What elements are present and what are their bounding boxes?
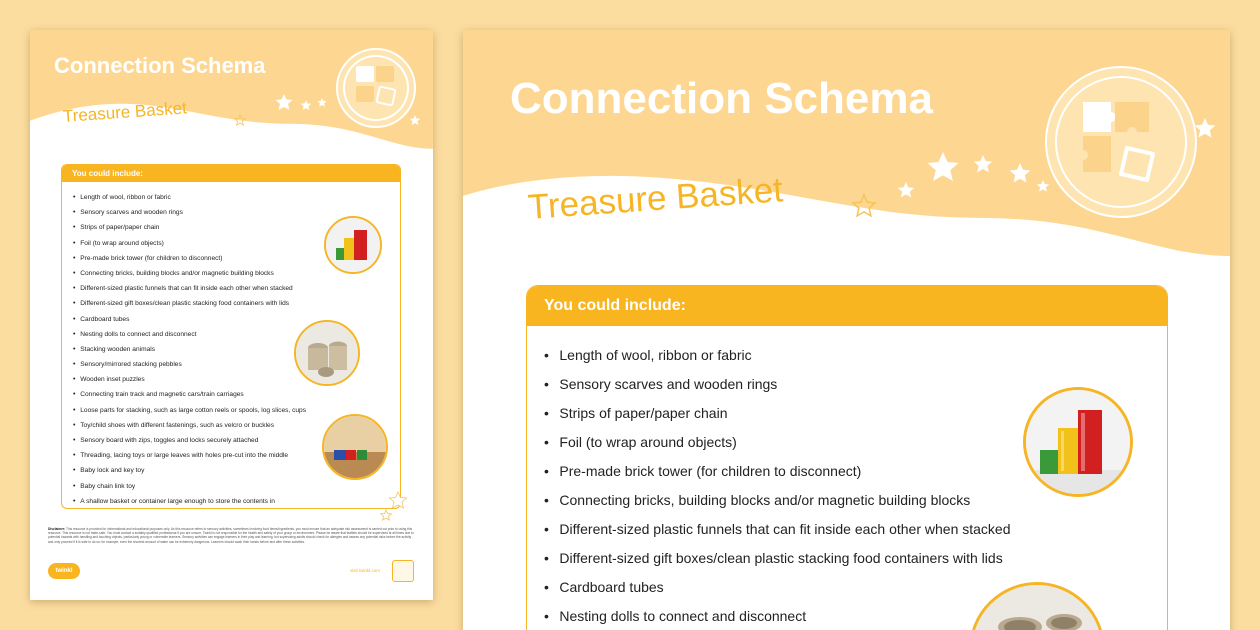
list-item-text: Pre-made brick tower (for children to disconnect): [80, 254, 223, 262]
bullet-icon: •: [544, 492, 549, 508]
page-subtitle: Treasure Basket: [62, 98, 188, 126]
list-item-text: A shallow basket or container large enough to store the contents in: [80, 497, 275, 505]
bullet-icon: •: [73, 224, 76, 232]
site-link[interactable]: visit twinkl.com: [350, 568, 381, 573]
list-item: [73, 312, 400, 327]
bullet-icon: •: [73, 391, 76, 399]
list-item: [544, 341, 1167, 370]
disclaimer: [48, 527, 414, 553]
bullet-icon: •: [73, 300, 76, 308]
stacked-bricks-photo: [1023, 387, 1133, 497]
footer-badge-icon: [392, 560, 414, 582]
list-item: [544, 515, 1167, 544]
list-item-text: Cardboard tubes: [559, 579, 664, 595]
bullet-icon: •: [544, 405, 549, 421]
twinkl-logo: twinkl: [48, 563, 80, 579]
bullet-icon: •: [73, 452, 76, 460]
bullet-icon: •: [544, 579, 549, 595]
bullet-icon: •: [73, 194, 76, 201]
list-item-text: Toy/child shoes with different fastenings, such as velcro or buckles: [80, 421, 275, 429]
list-item: [73, 190, 400, 205]
list-item-text: Connecting train track and magnetic cars/train carriages: [80, 391, 244, 399]
bullet-icon: •: [73, 239, 76, 247]
list-item-text: Nesting dolls to connect and disconnect: [80, 330, 197, 338]
puzzle-pieces-icon: [336, 48, 416, 128]
list-item-text: Foil (to wrap around objects): [80, 239, 164, 247]
list-item: [73, 281, 400, 296]
list-item: [73, 296, 400, 311]
list-item: [73, 494, 400, 509]
bullet-icon: •: [544, 550, 549, 566]
bullet-icon: •: [73, 406, 76, 414]
list-item-text: Baby chain link toy: [80, 482, 136, 490]
bullet-icon: •: [73, 497, 76, 505]
bullet-icon: •: [73, 361, 76, 369]
list-item-text: Different-sized gift boxes/clean plastic stacking food containers with lids: [559, 550, 1003, 566]
list-item-text: Baby lock and key toy: [80, 467, 145, 475]
list-item-text: Sensory/mirrored stacking pebbles: [80, 361, 182, 369]
page-zoomed-detail: [463, 30, 1230, 630]
bullet-icon: •: [544, 463, 549, 479]
list-item-text: Pre-made brick tower (for children to disconnect): [559, 463, 862, 479]
bullet-icon: •: [73, 376, 76, 384]
list-item-text: Different-sized gift boxes/clean plastic stacking food containers with lids: [80, 300, 290, 308]
stacked-bricks-photo: [324, 216, 382, 274]
bullet-icon: •: [73, 437, 76, 444]
bullet-icon: •: [544, 521, 549, 537]
list-item-text: Different-sized plastic funnels that can fit inside each other when stacked: [559, 521, 1011, 537]
page-subtitle: Treasure Basket: [526, 170, 785, 227]
page-preview-thumbnail: [30, 30, 433, 600]
list-item-text: Sensory board with zips, toggles and locks securely attached: [80, 437, 259, 444]
box-heading: You could include:: [62, 165, 400, 182]
list-item-text: Different-sized plastic funnels that can fit inside each other when stacked: [80, 285, 293, 293]
list-item-text: Loose parts for stacking, such as large cotton reels or spools, log slices, cups: [80, 406, 307, 414]
list-item: [544, 544, 1167, 573]
list-item-text: Sensory scarves and wooden rings: [80, 209, 183, 217]
list-item-text: Stacking wooden animals: [80, 345, 156, 353]
list-item-text: Sensory scarves and wooden rings: [559, 376, 778, 392]
list-item-text: Foil (to wrap around objects): [559, 434, 737, 450]
list-item-text: Length of wool, ribbon or fabric: [559, 347, 752, 363]
list-item: [73, 479, 400, 494]
page-title: Connection Schema: [510, 74, 933, 123]
list-item-text: Strips of paper/paper chain: [80, 224, 160, 232]
bullet-icon: •: [544, 347, 549, 363]
cardboard-tubes-photo: [294, 320, 360, 386]
list-item-text: Connecting bricks, building blocks and/or magnetic building blocks: [80, 269, 274, 277]
bullet-icon: •: [73, 467, 76, 475]
bullet-icon: •: [544, 434, 549, 450]
bullet-icon: •: [73, 345, 76, 353]
puzzle-pieces-icon: [1045, 66, 1197, 218]
bullet-icon: •: [73, 269, 76, 277]
list-item-text: Length of wool, ribbon or fabric: [80, 194, 171, 201]
list-item-text: Connecting bricks, building blocks and/or magnetic building blocks: [559, 492, 971, 508]
wooden-train-photo: [322, 414, 388, 480]
star-icon: [380, 490, 410, 526]
page-title: Connection Schema: [54, 53, 266, 78]
bullet-icon: •: [73, 254, 76, 262]
bullet-icon: •: [73, 285, 76, 293]
list-item-text: Strips of paper/paper chain: [559, 405, 728, 421]
list-item-text: Cardboard tubes: [80, 315, 130, 323]
bullet-icon: •: [73, 421, 76, 429]
bullet-icon: •: [73, 209, 76, 217]
list-item-text: Wooden inset puzzles: [80, 376, 145, 384]
bullet-icon: •: [544, 608, 549, 624]
disclaimer-text: This resource is provided for informational and educational purposes only. As this resource refers to sensory activities, sometimes involving food items/ingredients, you must ensure that an adequate risk assessment is carried out prior to using this resource. This resource is not trade-safe. You must contact a suitably qualified professional if you are unsure. Twinkl is not responsible for the health and safety of your group or environment. Please be aware that leaflets should be supervised at all times due to potential hazards with handling and touching objects, particularly young or vulnerable learners. Sensory activities can engage learners in their play and learning, but supervising adults should check for allergies and assess any potential risks before the activity and only proceed if it is safe to do so; for example, even the shortest amount of water can be extremely dangerous. Learners should wash their hands before and after these activities.: [48, 527, 414, 544]
bullet-icon: •: [73, 315, 76, 323]
disclaimer-label: Disclaimer:: [48, 527, 66, 531]
bullet-icon: •: [73, 482, 76, 490]
bullet-icon: •: [73, 330, 76, 338]
list-item-text: Threading, lacing toys or large leaves with holes pre-cut into the middle: [80, 452, 289, 460]
box-heading: You could include:: [527, 286, 1167, 326]
list-item-text: Nesting dolls to connect and disconnect: [559, 608, 807, 624]
list-item: [73, 387, 400, 402]
bullet-icon: •: [544, 376, 549, 392]
